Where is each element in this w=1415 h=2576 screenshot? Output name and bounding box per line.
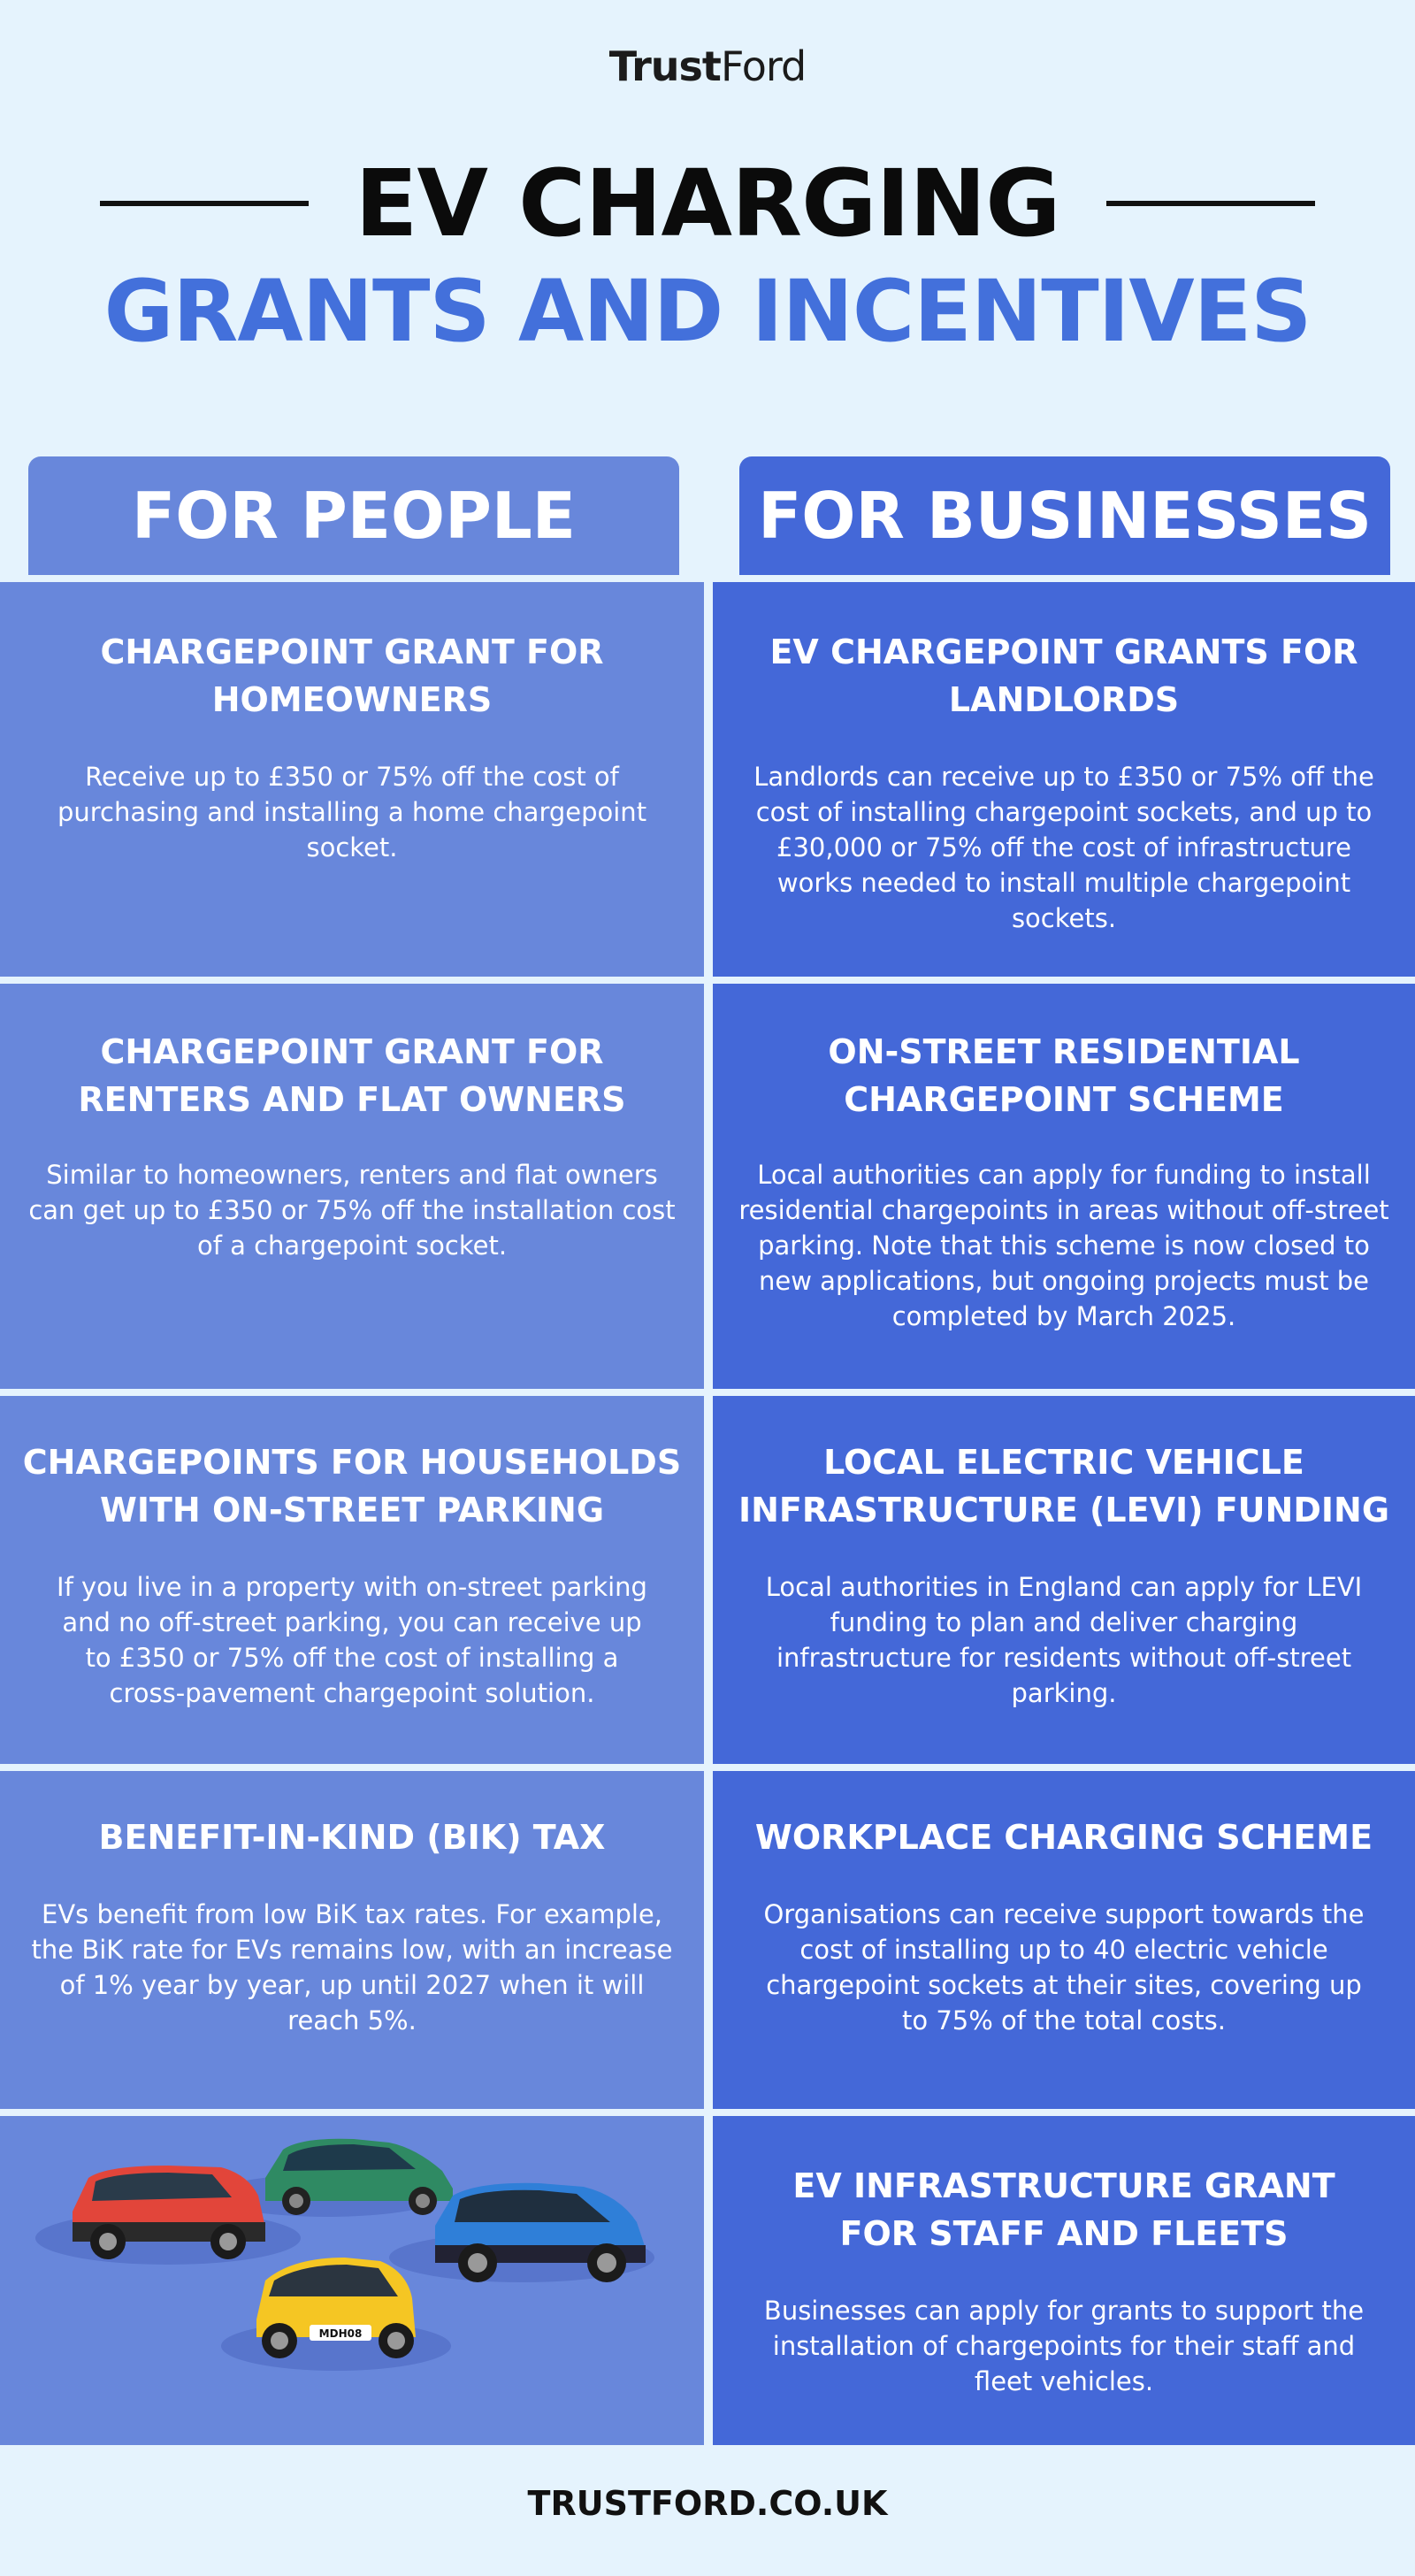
title-right-rule	[1106, 201, 1315, 206]
title-row	[0, 150, 1415, 257]
card-heading: EV CHARGEPOINT GRANTS FOR LANDLORDS	[769, 632, 1358, 719]
card-heading: WORKPLACE CHARGING SCHEME	[754, 1818, 1373, 1857]
card-heading: CHARGEPOINT GRANT FOR RENTERS AND FLAT OWNERS	[78, 1032, 626, 1119]
business-card-workplace-charging	[713, 1771, 1415, 2109]
page-title: EV CHARGING	[355, 150, 1060, 257]
card-text: Local authorities in England can apply for LEVI funding to plan and deliver charging infrastructure for residents without off-street parking.	[765, 1572, 1363, 1708]
people-column-header: FOR PEOPLE	[28, 456, 679, 575]
page-subtitle: GRANTS AND INCENTIVES	[103, 262, 1312, 361]
cars-illustration-panel	[0, 2116, 704, 2445]
brand-logo: TrustFord	[608, 42, 807, 90]
business-card-staff-fleets	[713, 2116, 1415, 2445]
title-left-rule	[100, 201, 309, 206]
businesses-column-header: FOR BUSINESSES	[739, 456, 1390, 575]
people-card-renters	[0, 984, 704, 1389]
business-card-landlords	[713, 582, 1415, 977]
card-heading: ON-STREET RESIDENTIAL CHARGEPOINT SCHEME	[828, 1032, 1300, 1119]
card-text: Local authorities can apply for funding to install residential chargepoints in areas without off-street parking. Note that this scheme is now closed to new applications, but ongoing projects must be completed by March 2025.	[738, 1160, 1389, 1331]
card-text: Organisations can receive support towards the cost of installing up to 40 electric vehicle chargepoint sockets at their sites, covering up to 75% of the total costs.	[763, 1899, 1365, 2036]
card-heading: EV INFRASTRUCTURE GRANT FOR STAFF AND FLEETS	[792, 2166, 1335, 2253]
card-heading: BENEFIT-IN-KIND (BIK) TAX	[98, 1818, 606, 1857]
people-card-bik-tax	[0, 1771, 704, 2109]
people-card-on-street-parking	[0, 1396, 704, 1764]
card-text: Landlords can receive up to £350 or 75% off the cost of installing chargepoint sockets, and up to £30,000 or 75% off the cost of infrastructure works needed to install multiple chargepoint sockets.	[753, 762, 1374, 933]
card-text: If you live in a property with on-street parking and no off-street parking, you can receive up to £350 or 75% off the cost of installing a cross-pavement chargepoint solution.	[57, 1572, 647, 1708]
business-card-on-street-residential	[713, 984, 1415, 1389]
cars-illustration	[0, 2116, 704, 2445]
footer-website: TRUSTFORD.CO.UK	[527, 2484, 888, 2523]
card-heading: CHARGEPOINT GRANT FOR HOMEOWNERS	[100, 632, 604, 719]
business-card-levi-funding	[713, 1396, 1415, 1764]
card-text: EVs benefit from low BiK tax rates. For example, the BiK rate for EVs remains low, with an increase of 1% year by year, up until 2027 when it will reach 5%.	[31, 1899, 673, 2036]
card-text: Similar to homeowners, renters and flat owners can get up to £350 or 75% off the installation cost of a chargepoint socket.	[28, 1160, 676, 1261]
license-plate-text: MDH08	[318, 2327, 363, 2340]
card-text: Businesses can apply for grants to support the installation of chargepoints for their staff and fleet vehicles.	[763, 2296, 1365, 2396]
card-heading: CHARGEPOINTS FOR HOUSEHOLDS WITH ON-STREET PARKING	[22, 1443, 682, 1530]
people-card-homeowners	[0, 582, 704, 977]
card-text: Receive up to £350 or 75% off the cost of purchasing and installing a home chargepoint socket.	[57, 762, 647, 862]
card-heading: LOCAL ELECTRIC VEHICLE INFRASTRUCTURE (LEVI) FUNDING	[738, 1443, 1390, 1530]
